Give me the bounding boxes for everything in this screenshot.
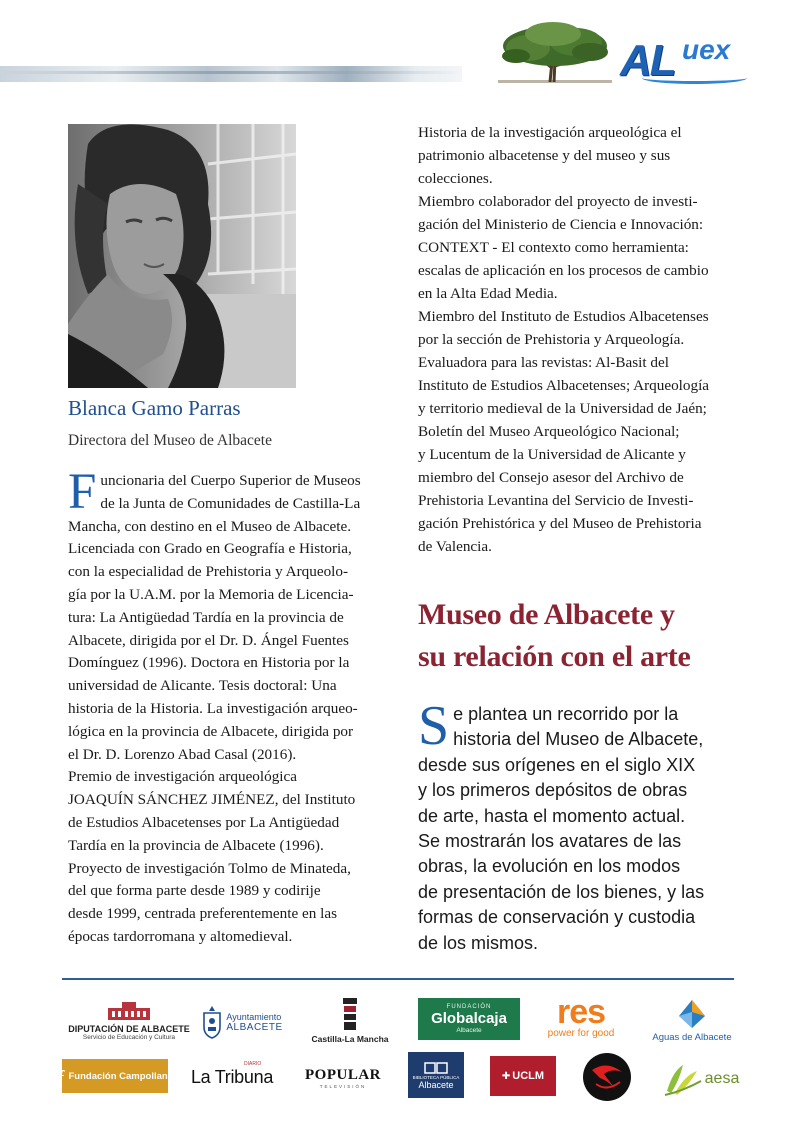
sponsor-biblioteca [408, 1052, 464, 1098]
sponsor-diputacion [66, 994, 192, 1046]
logo-al-text: AL [620, 36, 675, 85]
aguas-label: Aguas de Albacete [652, 1031, 732, 1043]
bio-right-line: Historia de la investigación arqueológica el [418, 124, 682, 141]
sponsor-aguas [640, 994, 744, 1046]
popular-label: POPULAR [305, 1067, 381, 1083]
bio-left-line: Domínguez (1996). Doctora en Historia por la [68, 654, 350, 672]
lead-line: obras, la evolución en los modos [418, 856, 681, 877]
bio-right-line: CONTEXT - El contexto como herramienta: [418, 239, 689, 256]
section-title [418, 594, 758, 678]
author-name: Blanca Gamo Parras [68, 396, 241, 420]
ayuntamiento-label: Ayuntamiento [226, 1011, 282, 1022]
bio-left-line: Licenciada con Grado en Geografía e Historia, [68, 540, 352, 558]
sponsor-circle-logo-icon [582, 1052, 632, 1102]
bio-right-line: Miembro colaborador del proyecto de investi- [418, 193, 698, 210]
sponsor-aesa [656, 1058, 746, 1100]
bio-left-line: de la Junta de Comunidades de Castilla-La [100, 494, 361, 512]
lead-paragraph [418, 695, 758, 956]
popular-sub: TELEVISIÓN [319, 1084, 367, 1089]
bio-left-line: con la especialidad de Prehistoria y Arqueolo- [68, 563, 349, 581]
globalcaja-top: FUNDACIÓN [446, 1004, 492, 1010]
author-portrait [68, 124, 296, 388]
bio-left-line: Tardía en la provincia de Albacete (1996). [68, 836, 324, 854]
lead-line: de arte, hasta el momento actual. [418, 805, 686, 826]
bio-right-line: miembro del Consejo asesor del Archivo de [418, 469, 684, 486]
globalcaja-name: Globalcaja [431, 1010, 507, 1027]
bio-right-line: escalas de aplicación en los procesos de cambio [418, 262, 709, 279]
bio-right-line: y Lucentum de la Universidad de Alicante y [418, 446, 686, 463]
res-tag: power for good [547, 1027, 615, 1039]
header-stripe [0, 66, 462, 82]
ayuntamiento-shield-icon [201, 1005, 223, 1039]
bio-left-line: tura: La Antigüedad Tardía en la provincia de [68, 608, 344, 626]
ayuntamiento-city: ALBACETE [226, 1021, 283, 1033]
campollano-label: Fundación Campollano [68, 1070, 174, 1082]
aluex-logo [612, 22, 762, 92]
lead-line: de los mismos. [418, 932, 539, 953]
bio-left-line: del que forma parte desde 1989 y codirije [68, 882, 321, 900]
tree-logo-icon [498, 18, 612, 98]
bio-right [418, 121, 748, 558]
bio-left-line: épocas tardorromana y altomedieval. [68, 927, 293, 945]
biblioteca-book-icon [423, 1061, 449, 1075]
tribuna-label: La Tribuna [190, 1066, 274, 1087]
aesa-label: aesa [704, 1070, 740, 1087]
bio-left-line: uncionaria del Cuerpo Superior de Museos [100, 472, 361, 489]
author-role: Directora del Museo de Albacete [68, 432, 272, 449]
bio-right-line: gación del Ministerio de Ciencia e Innovación: [418, 216, 704, 233]
biblioteca-label: BIBLIOTECA PÚBLICA [412, 1074, 460, 1080]
castilla-castle-icon [339, 996, 361, 1032]
bio-right-line: Evaluadora para las revistas: Al-Basit del [418, 354, 669, 371]
lead-line: formas de conservación y custodia [418, 907, 696, 928]
diputacion-sub: Servicio de Educación y Cultura [82, 1033, 176, 1041]
tribuna-tag: DIARIO [244, 1061, 262, 1067]
bio-left-line: historia de la Historia. La investigación arqueo- [68, 699, 358, 717]
dropcap-f: F [68, 464, 97, 520]
bio-right-line: colecciones. [418, 170, 493, 187]
bio-left-line: de Estudios Albacetenses por La Antigüedad [68, 813, 340, 831]
bio-right-line: patrimonio albacetense y del museo y sus [418, 147, 671, 164]
bio-left-line: Proyecto de investigación Tolmo de Minateda, [68, 859, 351, 877]
lead-line: historia del Museo de Albacete, [453, 729, 704, 750]
lead-line: de presentación de los bienes, y las [418, 881, 705, 902]
bio-right-line: de Valencia. [418, 538, 492, 555]
sponsor-tribuna [180, 1062, 284, 1092]
bio-left-line: universidad de Alicante. Tesis doctoral: Una [68, 677, 337, 695]
bio-left-line: Mancha, con destino en el Museo de Albacete. [68, 517, 351, 535]
dropcap-s: S [418, 695, 450, 757]
bio-left-line: Premio de investigación arqueológica [68, 768, 298, 786]
bio-right-line: y territorio medieval de la Universidad de Jaén; [418, 400, 707, 417]
bio-right-line: en la Alta Edad Media. [418, 285, 558, 302]
lead-line: desde sus orígenes en el siglo XIX [418, 754, 696, 775]
campollano-fc-icon: ƒ [56, 1065, 66, 1086]
logo-uex-text: uex [682, 34, 731, 65]
bio-right-line: Instituto de Estudios Albacetenses; Arqueología [418, 377, 710, 394]
sponsor-popular [304, 1064, 382, 1092]
lead-line: e plantea un recorrido por la [453, 704, 679, 724]
sponsor-uclm [490, 1056, 556, 1096]
aguas-drop-icon [675, 998, 709, 1030]
biblioteca-city: Albacete [418, 1079, 454, 1090]
bio-right-line: Boletín del Museo Arqueológico Nacional; [418, 423, 680, 440]
footer-divider [62, 978, 734, 980]
bio-left-line: lógica en la provincia de Albacete, dirigida por [68, 722, 354, 740]
bio-right-line: por la sección de Prehistoria y Arqueología. [418, 331, 685, 348]
globalcaja-sub: Albacete [456, 1027, 482, 1034]
bio-left-line: el Dr. D. Lorenzo Abad Casal (2016). [68, 745, 297, 763]
section-title-line: Museo de Albacete y [418, 598, 675, 631]
bio-left-line: desde 1999, centrada preferentemente en las [68, 905, 338, 923]
lead-line: Se mostrarán los avatares de las [418, 831, 682, 852]
diputacion-building-icon [106, 1000, 152, 1022]
castilla-label: Castilla-La Mancha [311, 1034, 389, 1044]
bio-right-line: Miembro del Instituto de Estudios Albacetenses [418, 308, 709, 325]
diputacion-name: DIPUTACIÓN DE ALBACETE [68, 1023, 190, 1034]
uclm-label: UCLM [512, 1070, 545, 1082]
sponsor-ayuntamiento [194, 1002, 290, 1042]
bio-right-line: gación Prehistórica y del Museo de Prehistoria [418, 515, 702, 532]
section-title-line: su relación con el arte [418, 640, 691, 673]
bio-left-line: JOAQUÍN SÁNCHEZ JIMÉNEZ, del Instituto [68, 791, 356, 809]
sponsor-castilla [306, 992, 394, 1048]
lead-line: y los primeros depósitos de obras [418, 780, 688, 801]
uclm-emblem-icon: ✚ [501, 1070, 511, 1082]
sponsor-globalcaja [418, 998, 520, 1040]
bio-left [68, 464, 380, 949]
sponsor-campollano [56, 1059, 174, 1093]
aesa-leaves-icon [663, 1061, 703, 1097]
res-name: res [556, 992, 606, 1031]
bio-left-line: gía por la U.A.M. por la Memoria de Licencia- [68, 585, 354, 603]
bio-right-line: Prehistoria Levantina del Servicio de Investi- [418, 492, 694, 509]
bio-left-line: Albacete, dirigida por el Dr. D. Ángel Fuentes [68, 631, 349, 649]
sponsor-res [540, 992, 622, 1042]
